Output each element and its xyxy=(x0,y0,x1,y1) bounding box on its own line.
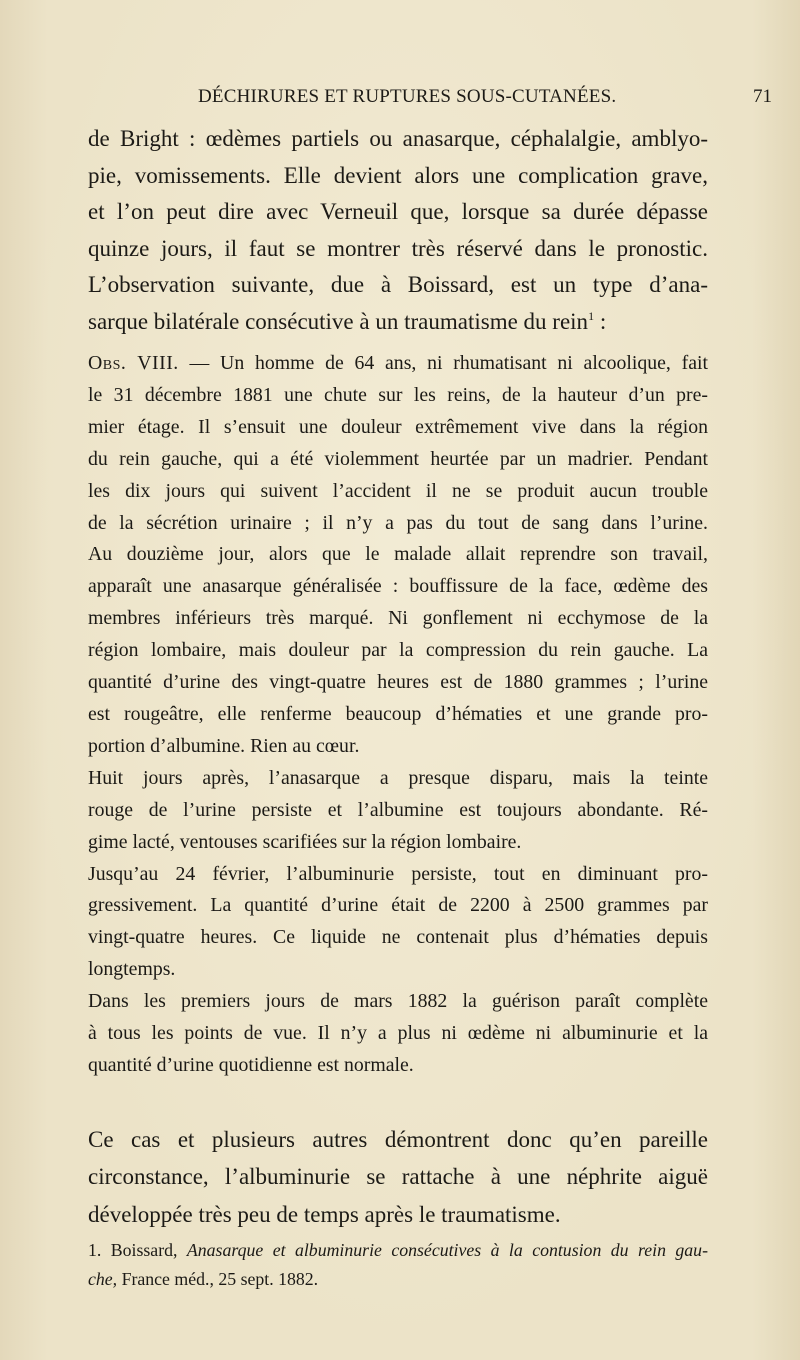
footnote-source: France méd., 25 sept. 1882. xyxy=(117,1269,319,1289)
obs-line: longtemps. xyxy=(88,958,176,981)
footnote-line xyxy=(88,1236,708,1265)
obs-line: du rein gauche, qui a été violemment heurtée par un madrier. Pendant xyxy=(88,447,708,470)
obs-line: portion d’albumine. Rien au cœur. xyxy=(88,734,360,757)
running-title: DÉCHIRURES ET RUPTURES SOUS-CUTANÉES. xyxy=(198,86,617,107)
obs-line: gime lacté, ventouses scarifiées sur la région lombaire. xyxy=(88,830,522,853)
obs-line: Au douzième jour, alors que le malade allait reprendre son travail, xyxy=(88,543,708,566)
obs-line: Huit jours après, l’anasarque a presque disparu, mais la teinte xyxy=(88,766,708,789)
observation-label: Obs. VIII. xyxy=(88,352,179,374)
conclusion-paragraph xyxy=(88,1121,708,1233)
text-fragment: sarque bilatérale consécutive à un traumatisme du rein xyxy=(88,308,589,334)
running-header xyxy=(88,86,780,110)
text-line: circonstance, l’albuminurie se rattache à une néphrite aiguë xyxy=(88,1164,708,1190)
obs-line: apparaît une anasarque généralisée : bouffissure de la face, œdème des xyxy=(88,575,708,598)
text-line: de Bright : œdèmes partiels ou anasarque, céphalalgie, amblyo- xyxy=(88,126,708,151)
footnote-author: Boissard, xyxy=(101,1240,187,1260)
footnote-title: Anasarque et albuminurie consécutives à la contusion du rein gau- xyxy=(186,1240,708,1260)
observation-block xyxy=(88,348,708,1082)
obs-line: le 31 décembre 1881 une chute sur les reins, de la hauteur d’un pre- xyxy=(88,383,708,406)
footnote xyxy=(88,1236,708,1294)
obs-line: mier étage. Il s’ensuit une douleur extrêmement vive dans la région xyxy=(88,415,708,438)
obs-line: membres inférieurs très marqué. Ni gonflement ni ecchymose de la xyxy=(88,607,708,630)
obs-line: Jusqu’au 24 février, l’albuminurie persiste, tout en diminuant pro- xyxy=(88,862,708,885)
footnote-marker: 1 xyxy=(588,308,595,323)
page-number: 71 xyxy=(753,86,772,107)
obs-line: est rougeâtre, elle renferme beaucoup d’hématies et une grande pro- xyxy=(88,702,708,725)
text-fragment: — Un homme de 64 ans, ni rhumatisant ni alcoolique, fait xyxy=(178,352,708,374)
footnote-title-cont: che, xyxy=(88,1269,118,1289)
obs-line: les dix jours qui suivent l’accident il ne se produit aucun trouble xyxy=(88,479,708,502)
obs-line: quantité d’urine quotidienne est normale. xyxy=(88,1053,414,1076)
text-fragment: : xyxy=(594,308,607,334)
obs-line: gressivement. La quantité d’urine était de 2200 à 2500 grammes par xyxy=(88,894,708,917)
text-line: quinze jours, il faut se montrer très réservé dans le pronostic. xyxy=(88,235,708,261)
obs-line: région lombaire, mais douleur par la compression du rein gauche. La xyxy=(88,639,708,662)
obs-line: quantité d’urine des vingt-quatre heures est de 1880 grammes ; l’urine xyxy=(88,671,708,694)
text-line: et l’on peut dire avec Verneuil que, lorsque sa durée dépasse xyxy=(88,199,708,225)
obs-line: vingt-quatre heures. Ce liquide ne contenait plus d’hématies depuis xyxy=(88,926,708,949)
obs-line xyxy=(88,348,708,380)
text-line: Ce cas et plusieurs autres démontrent donc qu’en pareille xyxy=(88,1127,708,1152)
obs-line: de la sécrétion urinaire ; il n’y a pas du tout de sang dans l’urine. xyxy=(88,511,708,534)
text-line-last xyxy=(88,304,708,341)
obs-line: rouge de l’urine persiste et l’albumine est toujours abondante. Ré- xyxy=(88,798,708,821)
obs-line: Dans les premiers jours de mars 1882 la guérison paraît complète xyxy=(88,990,708,1013)
obs-line: à tous les points de vue. Il n’y a plus ni œdème ni albuminurie et la xyxy=(88,1022,708,1045)
footnote-line xyxy=(88,1265,708,1294)
text-line: pie, vomissements. Elle devient alors une complication grave, xyxy=(88,162,708,188)
footnote-number: 1. xyxy=(88,1240,102,1260)
text-line: développée très peu de temps après le traumatisme. xyxy=(88,1201,561,1227)
text-line: L’observation suivante, due à Boissard, est un type d’ana- xyxy=(88,272,708,298)
lead-paragraph xyxy=(88,121,708,341)
